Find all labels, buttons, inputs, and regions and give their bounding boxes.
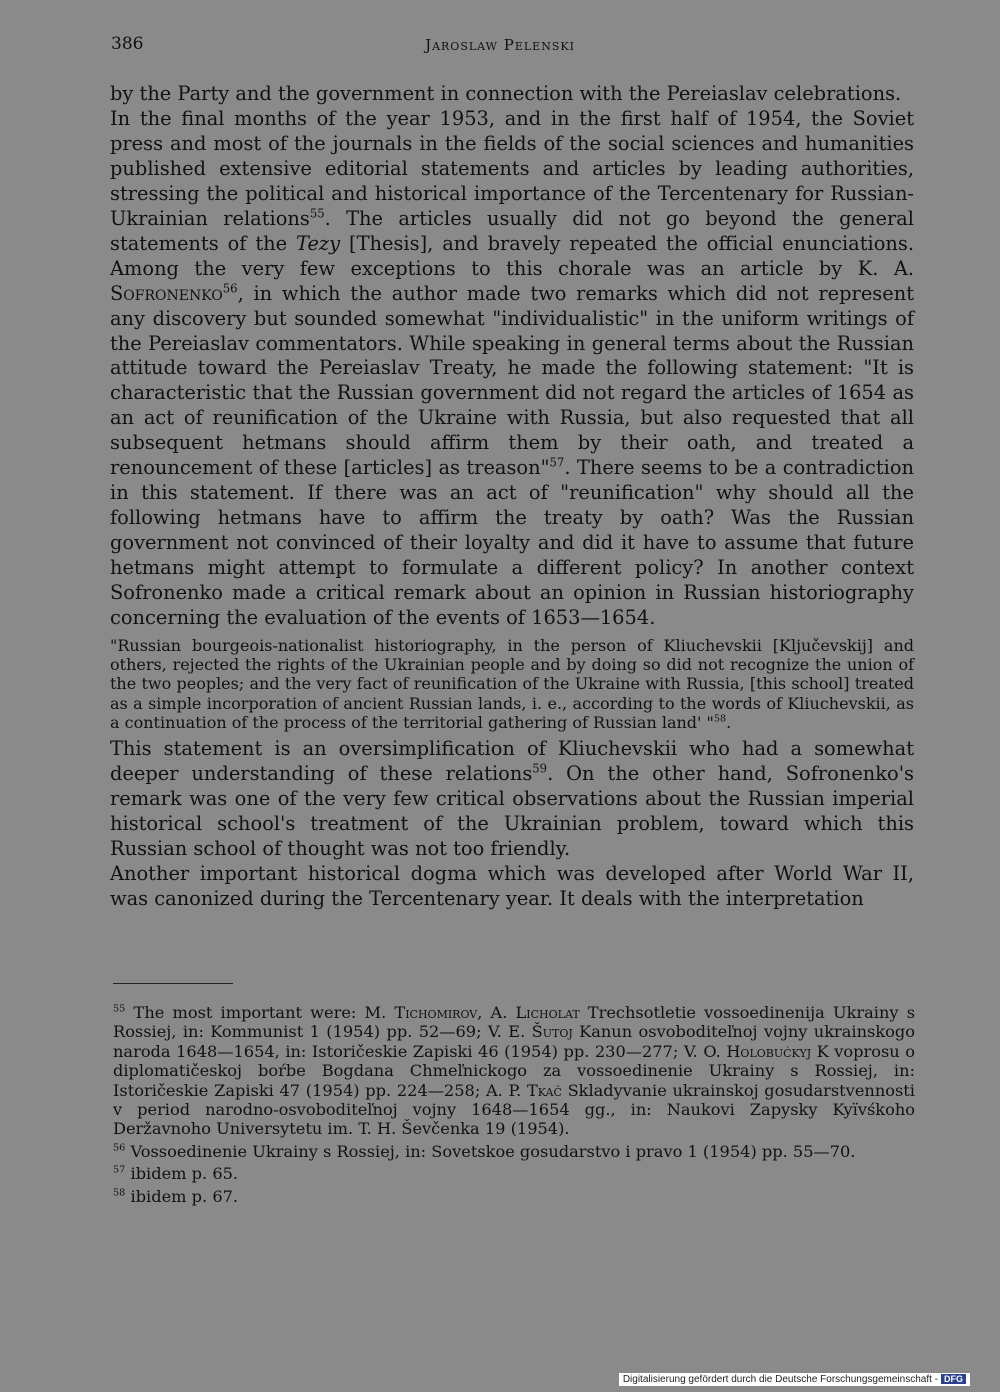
running-head: Jaroslaw Pelenski: [425, 36, 575, 54]
footnotes: [113, 1003, 915, 1209]
body-text: [110, 82, 914, 912]
footnote-ref-58: 58: [713, 713, 727, 725]
paragraph-2-text-a: In the final months of the year 1953, and in the first half of 1954, the Soviet press and most of the journals in the fields of the social sciences and humanities published extensive editorial statements and articles by leading authorities, stressing the political and historical importance of the Tercentenary for Russian-Ukrainian relations: [110, 106, 914, 230]
footnote-55-text-f: Skladyvanie ukrainskoj gosudarstvennosti v period narodno-osvoboditeľnoj vojny 1648—1654 gg., in: Naukovi Zapysky Kyïvśkoho Deržavnoho Universytetu im. T. H. Ševčenka 19 (1954).: [113, 1080, 915, 1139]
footnote-57: [113, 1164, 915, 1183]
footnote-56: [113, 1142, 915, 1161]
footnote-author-tichomirov: Tichomirov: [394, 1003, 478, 1022]
footnote-number-56: 56: [113, 1142, 126, 1154]
footnote-author-sutoj: Šutoj: [531, 1022, 573, 1042]
footnote-author-holobuckyj: Holobućkyj: [726, 1041, 812, 1061]
footnote-55: [113, 1003, 915, 1139]
paragraph-3: [110, 737, 914, 862]
footnote-57-text: ibidem p. 65.: [125, 1164, 239, 1184]
footnote-separator: [113, 983, 233, 984]
footnote-58: [113, 1187, 915, 1206]
paragraph-2-text-d: , in which the author made two remarks which did not represent any discovery but sounded somewhat "individualistic" in the uniform writings of the Pereiaslav commentators. While speaking in general terms about the Russian attitude toward the Pereiaslav Treaty, he made the following statement: "It is characteristic that the Russian government did not regard the articles of 1654 as an act of reunification of the Ukraine with Russia, but also requested that all subsequent hetmans should affirm them by their oath, and treated a renouncement of these [articles] as treason": [110, 281, 914, 480]
footnote-55-text-e: K voprosu o diplomatičeskoj boŕbe Bogdana Chmeľnickogo za vossoedinenie Ukrainy s Rossiej, in: Istoričeskie Zapiski 47 (1954) pp. 224—258; A. P.: [113, 1041, 915, 1100]
paragraph-2-text-e: . There seems to be a contradiction in this statement. If there was an act of "reunification" why should all the following hetmans have to affirm the treaty by oath? Was the Russian government not convinced of their loyalty and did it have to assume that future hetmans might attempt to formulate a different policy? In another context Sofronenko made a critical remark about an opinion in Russian historiography concerning the evaluation of the events of 1653—1654.: [110, 456, 915, 630]
page-number: 386: [111, 34, 144, 54]
paragraph-2-text-c: [Thesis], and bravely repeated the official enunciations. Among the very few exceptions to this chorale was an article by K. A.: [110, 231, 915, 280]
digitization-credit: [619, 1373, 970, 1386]
paragraph-2-text-b: . The articles usually did not go beyond the general statements of the: [110, 206, 915, 255]
footnote-55-text-a: The most important were: M.: [125, 1003, 395, 1022]
footnote-author-licholat: Licholat: [515, 1003, 580, 1022]
paragraph-3-text-a: This statement is an oversimplification of Kliuchevskii who had a somewhat deeper understanding of these relations: [110, 736, 914, 785]
footnote-56-text: Vossoedinenie Ukrainy s Rossiej, in: Sovetskoe gosudarstvo i pravo 1 (1954) pp. 55—70.: [125, 1141, 856, 1161]
paragraph-2: [110, 107, 914, 631]
footnote-55-text-c: Trechsotletie vossoedinenija Ukrainy s Rossiej, in: Kommunist 1 (1954) pp. 52—69; V. E.: [113, 1003, 915, 1042]
block-quote-text: "Russian bourgeois-nationalist historiography, in the person of Kliuchevskii [Ključevskij] and others, rejected the rights of the Ukrainian people and by doing so did not recognize the union of the two peoples; and the very fact of reunification of the Ukraine with Russia, [this school] treated as a simple incorporation of ancient Russian lands, i. e., according to the words of Kliuchevskii, as a continuation of the process of the territorial gathering of Russian land' ": [110, 635, 914, 732]
footnote-number-55: 55: [113, 1003, 126, 1015]
footnote-ref-56: 56: [222, 281, 238, 296]
paragraph-3-text-b: . On the other hand, Sofronenko's remark was one of the very few critical observations about the Russian imperial historical school's treatment of the Ukrainian problem, toward which this Russian school of thought was not too friendly.: [110, 761, 914, 860]
footnote-number-57: 57: [113, 1164, 126, 1176]
paragraph-4: Another important historical dogma which was developed after World War II, was canonized during the Tercentenary year. It deals with the interpretation: [110, 861, 914, 910]
author-name-sofronenko: Sofronenko: [110, 281, 223, 305]
footnote-number-58: 58: [113, 1187, 126, 1199]
footnote-55-text-d: Kanun osvoboditeľnoj vojny ukrainskogo naroda 1648—1654, in: Istoričeskie Zapiski 46 (1954) pp. 230—277; V. O.: [113, 1022, 916, 1061]
footnote-author-tkac: Tkač: [526, 1080, 562, 1100]
block-quote: "Russian bourgeois-nationalist historiography, in the person of Kliuchevskii [Ključevskij] and others, rejected the rights of the Ukrainian people and by doing so did not recognize the union of the two peoples; and the very fact of reunification of the Ukraine with Russia, [this school] treated as a simple incorporation of ancient Russian lands, i. e., according to the words of Kliuchevskii, as a continuation of the process of the territorial gathering of Russian land' "$^{58}$.: [110, 635, 914, 732]
footnote-ref-57: 57: [549, 455, 565, 470]
dfg-logo: DFG: [941, 1374, 966, 1384]
paragraph-1: by the Party and the government in connection with the Pereiaslav celebrations.: [110, 82, 902, 105]
footnote-ref-55: 55: [309, 206, 325, 221]
tezy-italic: Tezy: [296, 231, 341, 255]
footnote-ref-59: 59: [532, 761, 548, 776]
credit-text: Digitalisierung gefördert durch die Deutsche Forschungsgemeinschaft -: [622, 1374, 938, 1385]
footnote-55-text-b: , A.: [477, 1003, 516, 1022]
footnote-58-text: ibidem p. 67.: [125, 1186, 239, 1206]
